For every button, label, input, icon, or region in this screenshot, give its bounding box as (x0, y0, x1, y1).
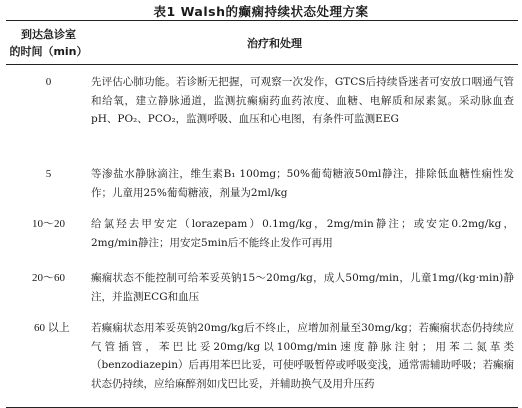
table-header (6, 21, 518, 65)
table-row (6, 269, 518, 319)
row-treatment: 等渗盐水静脉滴注，维生素B₁ 100mg；50%葡萄糖液50ml静注，排除低血糖性痫性发作；儿童用25%葡萄糖液，剂量为2ml/kg (91, 168, 514, 199)
header-time-line2: 的时间（min） (9, 44, 88, 58)
table-row (6, 319, 518, 407)
row-treatment: 给氯羟去甲安定（lorazepam）0.1mg/kg，2mg/min静注；或安定0.2mg/kg，2mg/min静注；用安定5min后不能终止发作可再用 (91, 218, 514, 249)
table-row (6, 65, 518, 163)
header-time-line1: 到达急诊室 (21, 27, 76, 41)
row-treatment: 若癫痫状态用苯妥英钠20mg/kg后不终止，应增加剂量至30mg/kg；若癫痫状态仍持续应气管插管，苯巴比妥20mg/kg以100mg/min速度静脉注射；用苯二氮革类（benzodiazepin）后再用苯巴比妥，可使呼吸暂停或呼吸变浅，通常需辅助呼吸；若癫痫状态仍持续，应给麻醉剂如戊巴比妥，并辅助换气及用升压药 (91, 322, 514, 390)
row-treatment: 先评估心肺功能。若诊断无把握，可观察一次发作，GTCS后持续昏迷者可安放口咽通气管和给氧，建立静脉通道，监测抗癫痫药血药浓度、血糖、电解质和尿素氮。采动脉血查pH、PO₂、PCO₂，监测呼吸、血压和心电图，有条件可监测EEG (91, 76, 514, 125)
header-treatment: 治疗和处理 (247, 36, 302, 50)
table-title: 表1 Walsh的癫痫持续状态处理方案 (153, 4, 369, 19)
table-row (6, 163, 518, 215)
table-row (6, 215, 518, 269)
header-time (6, 26, 91, 60)
treatment-table (6, 20, 518, 408)
row-time: 5 (45, 168, 52, 180)
row-time: 20～60 (32, 272, 65, 284)
row-time: 10～20 (32, 218, 65, 230)
row-treatment: 癫痫状态不能控制可给苯妥英钠15～20mg/kg，成人50mg/min，儿童1mg/(kg·min)静注，并监测ECG和血压 (91, 272, 514, 303)
row-time: 60 以上 (34, 322, 70, 334)
row-time: 0 (45, 76, 52, 88)
